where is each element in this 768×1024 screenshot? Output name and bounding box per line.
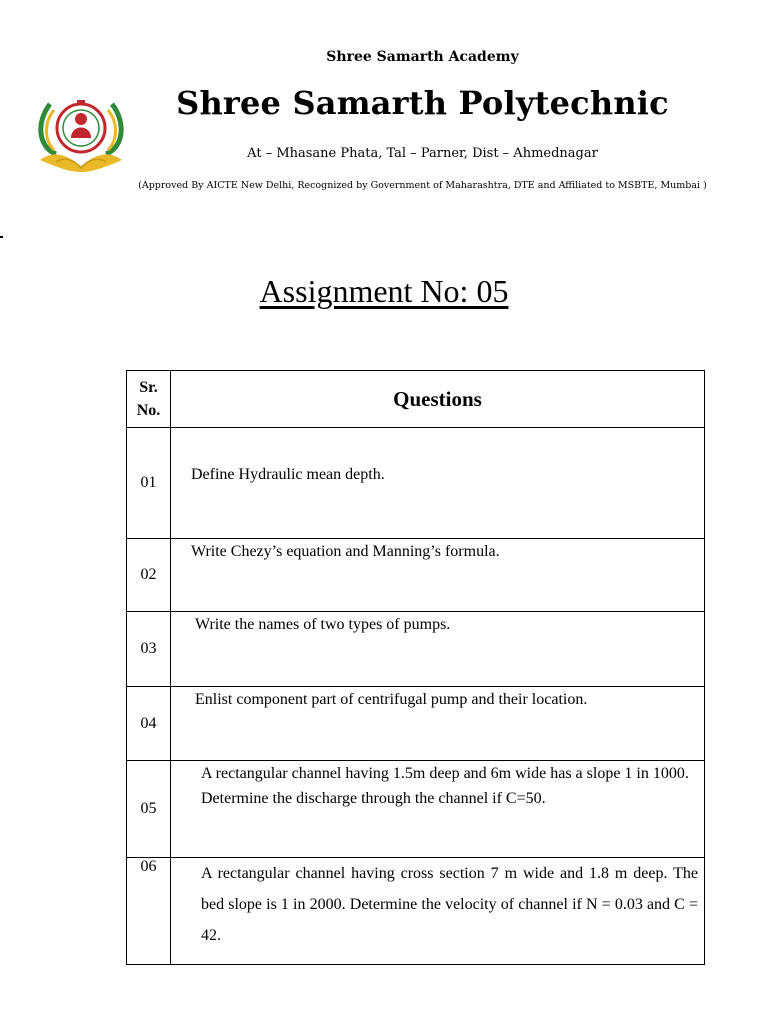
table-header-row: [127, 371, 705, 428]
row-number: 03: [127, 612, 171, 687]
table-row: [127, 687, 705, 761]
question-text: Enlist component part of centrifugal pump and their location.: [171, 687, 705, 761]
stray-mark: [0, 236, 3, 238]
question-text: Write Chezy’s equation and Manning’s formula.: [171, 539, 705, 612]
table-row: [127, 612, 705, 687]
questions-header: Questions: [171, 371, 705, 428]
academy-name: Shree Samarth Academy: [326, 49, 519, 65]
question-text: A rectangular channel having cross section 7 m wide and 1.8 m deep. The bed slope is 1 in 2000. Determine the velocity of channel if N = 0.03 and C = 42.: [171, 858, 705, 965]
approval-note: (Approved By AICTE New Delhi, Recognized by Government of Maharashtra, DTE and Affiliated to MSBTE, Mumbai ): [138, 180, 707, 191]
row-number: 01: [127, 428, 171, 539]
question-text: Write the names of two types of pumps.: [171, 612, 705, 687]
srno-header: Sr. No.: [127, 371, 171, 428]
assignment-title: Assignment No: 05: [259, 273, 509, 309]
question-text: Define Hydraulic mean depth.: [171, 428, 705, 539]
table-row: [127, 858, 705, 965]
row-number: 02: [127, 539, 171, 612]
table-row: [127, 428, 705, 539]
table-row: [127, 539, 705, 612]
row-number: 06: [127, 858, 171, 965]
questions-table: [126, 370, 705, 965]
college-address: At – Mhasane Phata, Tal – Parner, Dist – Ahmednagar: [247, 146, 598, 161]
row-number: 04: [127, 687, 171, 761]
college-name: Shree Samarth Polytechnic: [176, 84, 669, 122]
row-number: 05: [127, 761, 171, 858]
question-text: A rectangular channel having 1.5m deep and 6m wide has a slope 1 in 1000. Determine the discharge through the channel if C=50.: [171, 761, 705, 858]
table-row: [127, 761, 705, 858]
